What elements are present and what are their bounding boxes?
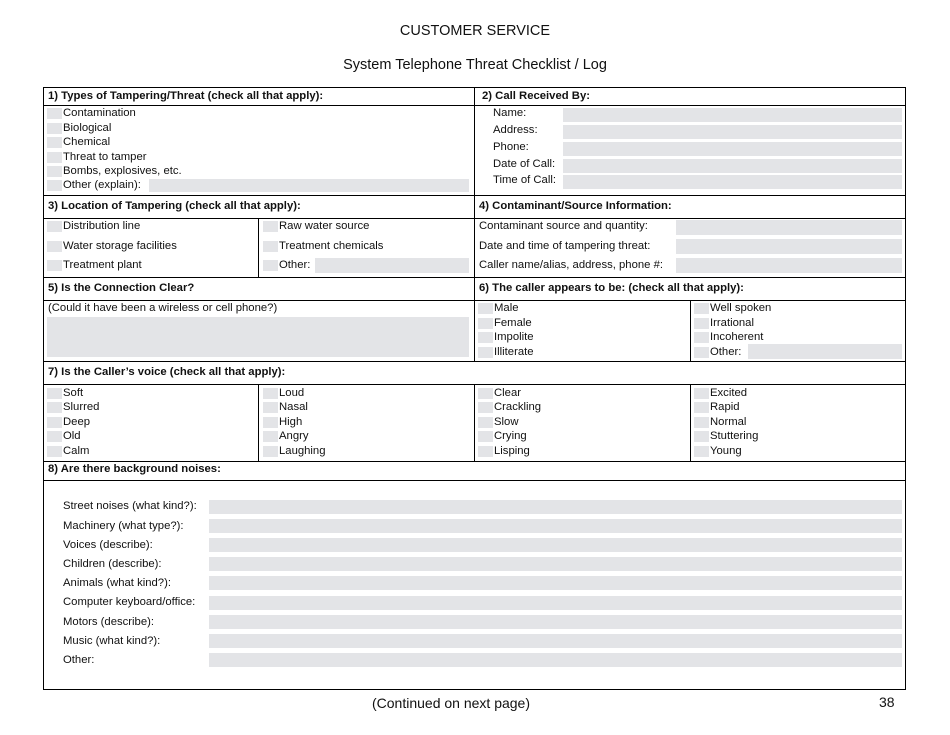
checkbox-high[interactable]	[263, 417, 278, 428]
field-label: Caller name/alias, address, phone #:	[479, 259, 663, 271]
checkbox-label: Raw water source	[279, 220, 370, 232]
rule	[690, 384, 691, 461]
checkbox-label: Deep	[63, 416, 91, 428]
checkbox-label: Soft	[63, 387, 84, 399]
phone-field[interactable]	[563, 142, 902, 156]
checkbox-label: Other:	[710, 346, 742, 358]
checkbox-impolite[interactable]	[478, 332, 493, 343]
checkbox-water-storage[interactable]	[47, 241, 62, 252]
checkbox-label: Stuttering	[710, 430, 759, 442]
checkbox-label: Clear	[494, 387, 521, 399]
checkbox-label: Normal	[710, 416, 747, 428]
checkbox-other[interactable]	[47, 180, 62, 191]
checkbox-treatment-plant[interactable]	[47, 260, 62, 271]
section-1-heading: 1) Types of Tampering/Threat (check all that apply):	[48, 90, 324, 102]
checkbox-label: Illiterate	[494, 346, 534, 358]
computer-keyboard-field[interactable]	[209, 596, 902, 610]
field-label: Name:	[493, 107, 527, 119]
checkbox-loud[interactable]	[263, 388, 278, 399]
checkbox-clear[interactable]	[478, 388, 493, 399]
field-label: Address:	[493, 124, 538, 136]
time-of-call-field[interactable]	[563, 175, 902, 189]
checkbox-label: Old	[63, 430, 81, 442]
checkbox-label: Crying	[494, 430, 527, 442]
music-field[interactable]	[209, 634, 902, 648]
checkbox-label: Male	[494, 302, 519, 314]
checkbox-threat-to-tamper[interactable]	[47, 152, 62, 163]
field-label: Date of Call:	[493, 158, 556, 170]
checkbox-soft[interactable]	[47, 388, 62, 399]
checkbox-slow[interactable]	[478, 417, 493, 428]
other-explain-field[interactable]	[149, 179, 469, 192]
checkbox-male[interactable]	[478, 303, 493, 314]
checkbox-label: Distribution line	[63, 220, 141, 232]
checkbox-label: Slow	[494, 416, 519, 428]
checkbox-female[interactable]	[478, 318, 493, 329]
checkbox-label: Other (explain):	[63, 179, 141, 191]
checkbox-bombs[interactable]	[47, 166, 62, 177]
field-label: Time of Call:	[493, 174, 556, 186]
field-label: Computer keyboard/office:	[63, 596, 196, 608]
machinery-field[interactable]	[209, 519, 902, 533]
checkbox-contamination[interactable]	[47, 108, 62, 119]
checkbox-label: Calm	[63, 445, 90, 457]
checkbox-nasal[interactable]	[263, 402, 278, 413]
checkbox-slurred[interactable]	[47, 402, 62, 413]
threat-datetime-field[interactable]	[676, 239, 902, 254]
department-title: CUSTOMER SERVICE	[399, 23, 551, 39]
section-2-heading: 2) Call Received By:	[482, 90, 590, 102]
checkbox-label: Other:	[279, 259, 311, 271]
checkbox-label: Laughing	[279, 445, 326, 457]
street-noises-field[interactable]	[209, 500, 902, 514]
checkbox-label: Loud	[279, 387, 305, 399]
checkbox-calm[interactable]	[47, 446, 62, 457]
checkbox-treatment-chemicals[interactable]	[263, 241, 278, 252]
checkbox-label: Treatment chemicals	[279, 240, 384, 252]
section-6-heading: 6) The caller appears to be: (check all that apply):	[479, 282, 744, 294]
checkbox-label: Incoherent	[710, 331, 764, 343]
section-5-heading: 5) Is the Connection Clear?	[48, 282, 195, 294]
section-3-heading: 3) Location of Tampering (check all that apply):	[48, 200, 301, 212]
checkbox-label: Bombs, explosives, etc.	[63, 165, 182, 177]
checkbox-chemical[interactable]	[47, 137, 62, 148]
continued-note: (Continued on next page)	[372, 695, 530, 711]
checkbox-label: Rapid	[710, 401, 740, 413]
checkbox-label: Female	[494, 317, 532, 329]
field-label: Date and time of tampering threat:	[479, 240, 651, 252]
checkbox-label: High	[279, 416, 303, 428]
checkbox-irrational[interactable]	[694, 318, 709, 329]
checkbox-caller-other[interactable]	[694, 347, 709, 358]
checkbox-raw-water[interactable]	[263, 221, 278, 232]
rule	[474, 384, 475, 461]
checkbox-label: Irrational	[710, 317, 754, 329]
name-field[interactable]	[563, 108, 902, 122]
connection-clear-field[interactable]	[47, 317, 469, 357]
checkbox-rapid[interactable]	[694, 402, 709, 413]
checkbox-young[interactable]	[694, 446, 709, 457]
checkbox-excited[interactable]	[694, 388, 709, 399]
checkbox-location-other[interactable]	[263, 260, 278, 271]
checkbox-stuttering[interactable]	[694, 431, 709, 442]
motors-field[interactable]	[209, 615, 902, 629]
checkbox-label: Slurred	[63, 401, 100, 413]
animals-field[interactable]	[209, 576, 902, 590]
contaminant-source-field[interactable]	[676, 220, 902, 235]
rule	[258, 218, 259, 277]
caller-info-field[interactable]	[676, 258, 902, 273]
checkbox-label: Nasal	[279, 401, 308, 413]
checkbox-laughing[interactable]	[263, 446, 278, 457]
checkbox-old[interactable]	[47, 431, 62, 442]
address-field[interactable]	[563, 125, 902, 139]
date-of-call-field[interactable]	[563, 159, 902, 173]
checkbox-normal[interactable]	[694, 417, 709, 428]
field-label: Music (what kind?):	[63, 635, 161, 647]
field-label: Animals (what kind?):	[63, 577, 171, 589]
field-label: Children (describe):	[63, 558, 162, 570]
checkbox-lisping[interactable]	[478, 446, 493, 457]
caller-other-field[interactable]	[748, 344, 902, 359]
checkbox-label: Threat to tamper	[63, 151, 147, 163]
checkbox-crackling[interactable]	[478, 402, 493, 413]
rule	[43, 461, 906, 462]
checkbox-label: Crackling	[494, 401, 542, 413]
rule	[474, 87, 475, 362]
field-label: Motors (describe):	[63, 616, 155, 628]
field-label: Machinery (what type?):	[63, 520, 184, 532]
children-field[interactable]	[209, 557, 902, 571]
field-label: Voices (describe):	[63, 539, 153, 551]
checkbox-label: Impolite	[494, 331, 534, 343]
checkbox-label: Treatment plant	[63, 259, 142, 271]
checkbox-crying[interactable]	[478, 431, 493, 442]
field-label: Street noises (what kind?):	[63, 500, 197, 512]
field-label: Contaminant source and quantity:	[479, 220, 648, 232]
field-label: Phone:	[493, 141, 529, 153]
checkbox-distribution-line[interactable]	[47, 221, 62, 232]
section-7-heading: 7) Is the Caller’s voice (check all that apply):	[48, 366, 286, 378]
checkbox-angry[interactable]	[263, 431, 278, 442]
checkbox-well-spoken[interactable]	[694, 303, 709, 314]
checkbox-label: Angry	[279, 430, 309, 442]
connection-note: (Could it have been a wireless or cell phone?)	[48, 302, 278, 314]
checkbox-label: Well spoken	[710, 302, 772, 314]
checkbox-label: Lisping	[494, 445, 530, 457]
rule	[258, 384, 259, 461]
checkbox-label: Contamination	[63, 107, 136, 119]
rule	[43, 480, 906, 481]
rule	[690, 300, 691, 361]
form-title: System Telephone Threat Checklist / Log	[343, 57, 607, 73]
checkbox-label: Water storage facilities	[63, 240, 177, 252]
checkbox-illiterate[interactable]	[478, 347, 493, 358]
section-8-heading: 8) Are there background noises:	[48, 463, 221, 475]
noises-other-field[interactable]	[209, 653, 902, 667]
checkbox-biological[interactable]	[47, 123, 62, 134]
checkbox-label: Chemical	[63, 136, 111, 148]
checkbox-label: Young	[710, 445, 742, 457]
checkbox-label: Biological	[63, 122, 112, 134]
field-label: Other:	[63, 654, 95, 666]
checkbox-label: Excited	[710, 387, 748, 399]
location-other-field[interactable]	[315, 258, 469, 273]
section-4-heading: 4) Contaminant/Source Information:	[479, 200, 672, 212]
checkbox-deep[interactable]	[47, 417, 62, 428]
checkbox-incoherent[interactable]	[694, 332, 709, 343]
voices-field[interactable]	[209, 538, 902, 552]
page-number: 38	[879, 694, 895, 710]
